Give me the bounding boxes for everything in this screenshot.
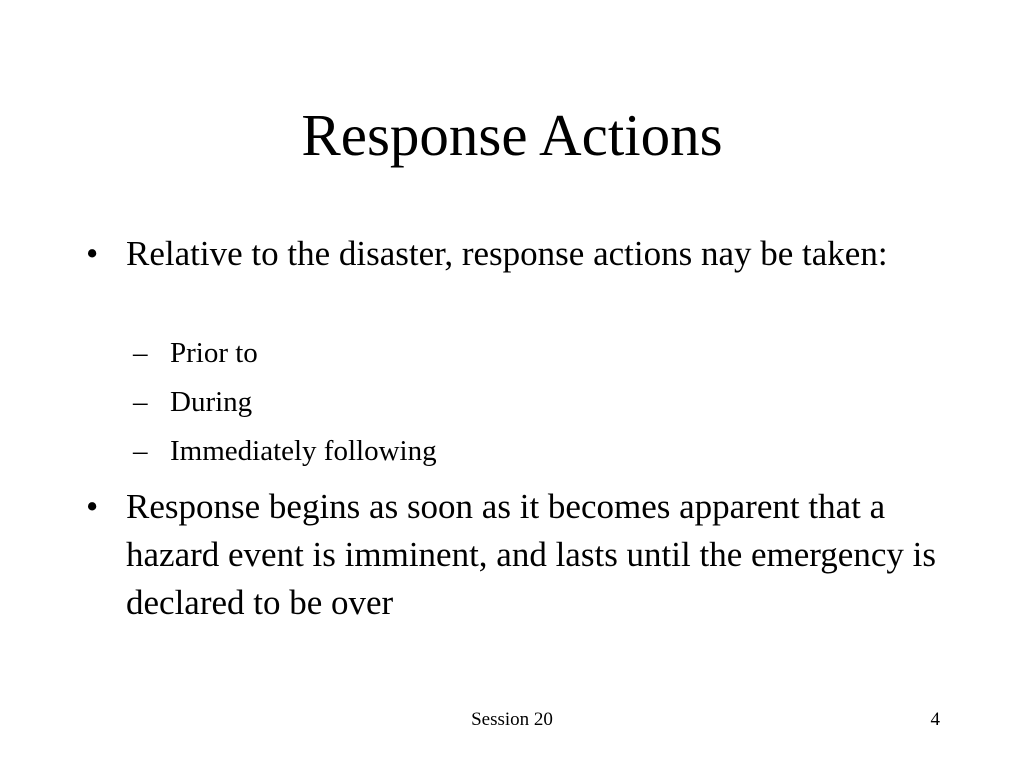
sub-bullet-item	[133, 333, 893, 373]
bullet-marker: •	[86, 234, 99, 273]
sub-bullet-marker: –	[133, 435, 148, 467]
slide-title: Response Actions	[301, 102, 723, 168]
sub-bullet-marker: –	[133, 337, 148, 369]
bullet-item	[86, 483, 946, 627]
bullet-item	[86, 230, 946, 278]
bullet-marker: •	[86, 487, 99, 526]
bullet-text: Response begins as soon as it becomes apparent that a hazard event is imminent, and lasts until the emergency is declared to be over	[126, 487, 936, 622]
sub-bullet-text: Prior to	[170, 337, 258, 369]
sub-bullet-text: Immediately following	[170, 435, 437, 467]
bullet-text: Relative to the disaster, response actions nay be taken:	[126, 234, 888, 273]
footer-page-number: 4	[930, 709, 940, 730]
footer-session-label: Session 20	[471, 709, 553, 730]
sub-bullet-text: During	[170, 386, 253, 418]
sub-bullet-marker: –	[133, 386, 148, 418]
sub-bullet-item	[133, 382, 893, 422]
sub-bullet-item	[133, 431, 893, 471]
